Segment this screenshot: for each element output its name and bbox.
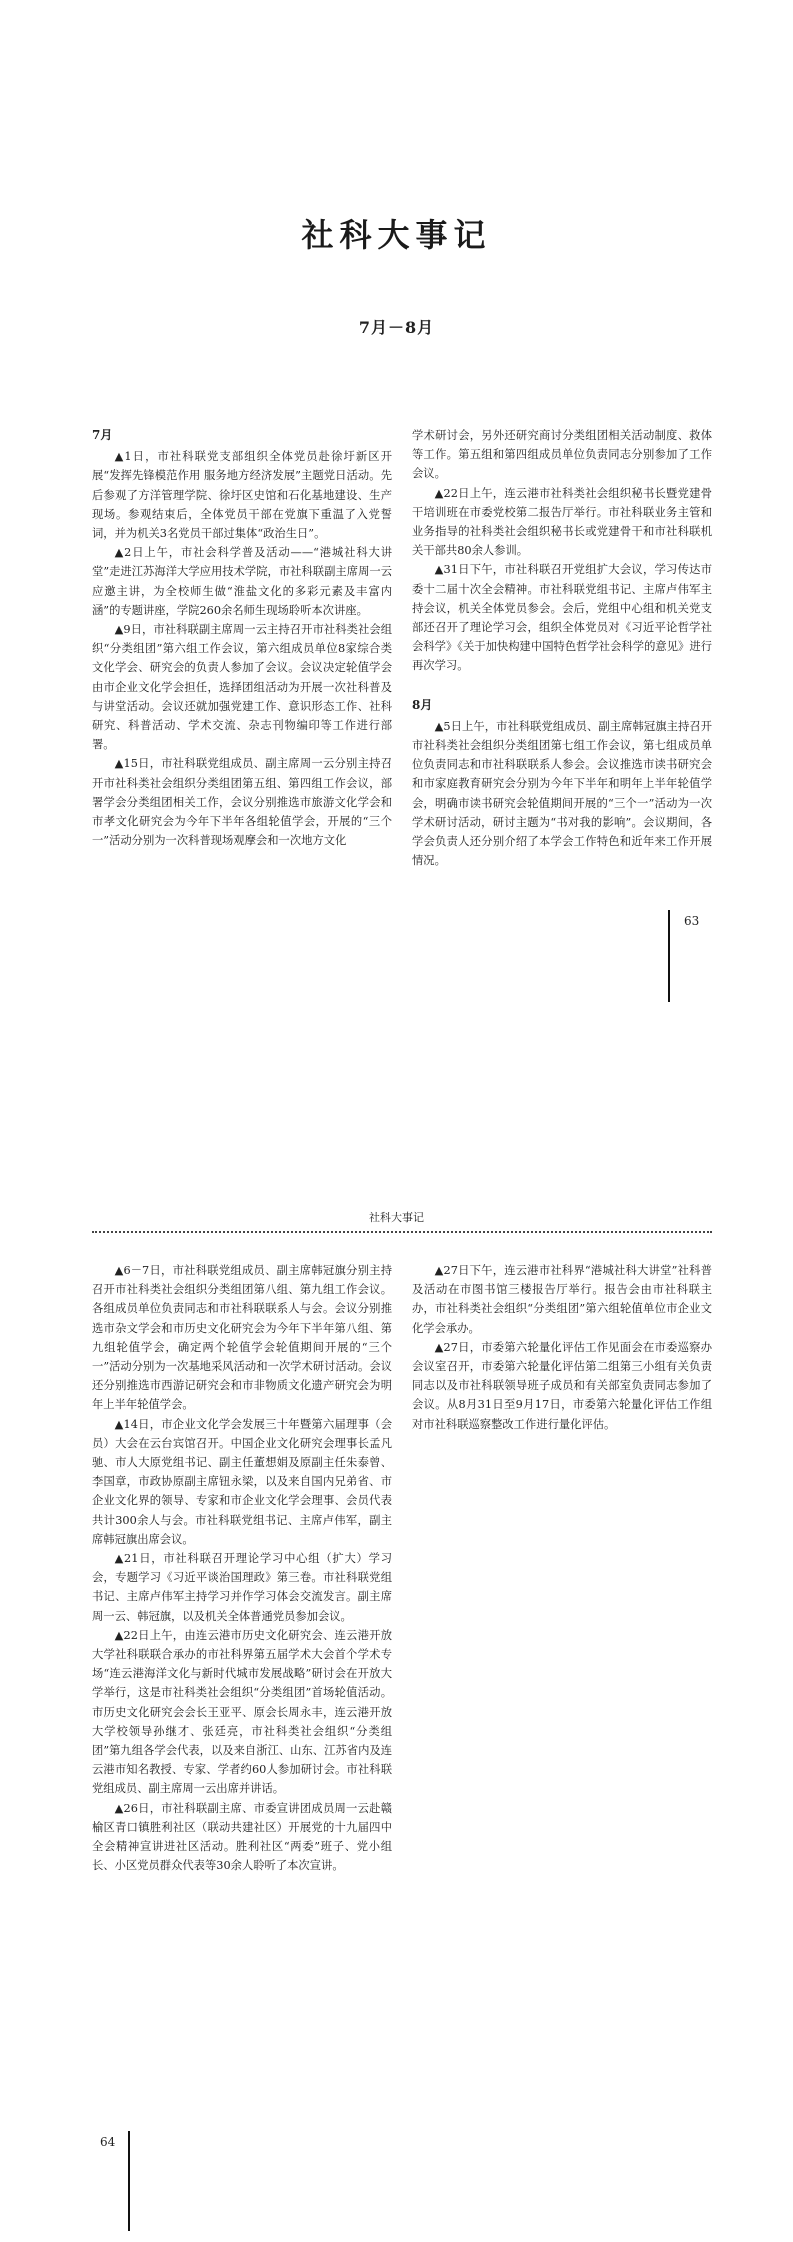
event-paragraph-continued: 学术研讨会，另外还研究商讨分类组团相关活动制度、救体等工作。第五组和第四组成员单位负责同志分别参加了工作会议。 bbox=[412, 429, 712, 481]
header-dotted-rule bbox=[92, 1231, 712, 1233]
event-paragraph: ▲21日，市社科联召开理论学习中心组（扩大）学习会，专题学习《习近平谈治国理政》第三卷。市社科联党组书记、主席卢伟军主持学习并作学习体会交流发言。副主席周一云、韩冠旗，以及机关全体普通党员参加会议。 bbox=[92, 1552, 392, 1623]
left-column bbox=[92, 1261, 392, 1876]
month-heading: 7月 bbox=[92, 428, 113, 442]
event-paragraph: ▲1日，市社科联党支部组织全体党员赴徐圩新区开展“发挥先锋模范作用 服务地方经济发展”主题党日活动。先后参观了方洋管理学院、徐圩区史馆和石化基地建设、生产现场。参观结束后，全体党员干部在党旗下重温了入党誓词，并为机关3名党员干部过集体“政治生日”。 bbox=[92, 450, 392, 541]
event-paragraph: ▲6－7日，市社科联党组成员、副主席韩冠旗分别主持召开市社科类社会组织分类组团第八组、第九组工作会议。各组成员单位负责同志和市社科联联系人与会。会议分别推选市杂文学会和市历史文化研究会为今年下半年第八组、第九组轮值学会，确定两个轮值学会轮值期间开展的“三个一”活动分别为一次基地采风活动和一次学术研讨活动。会议还分别推选市西游记研究会和市非物质文化遗产研究会为明年上半年轮值学会。 bbox=[92, 1264, 392, 1412]
page-subtitle: 7月－8月 bbox=[358, 318, 435, 337]
left-column bbox=[92, 426, 392, 850]
page-rule bbox=[128, 2131, 130, 2231]
event-paragraph: ▲27日下午，连云港市社科界“港城社科大讲堂”社科普及活动在市图书馆三楼报告厅举行。报告会由市社科联主办，市社科类社会组织“分类组团”第六组轮值单位市企业文化学会承办。 bbox=[412, 1264, 712, 1335]
running-header: 社科大事记 bbox=[369, 1211, 424, 1224]
event-paragraph: ▲2日上午，市社会科学普及活动——“港城社科大讲堂”走进江苏海洋大学应用技术学院，市社科联副主席周一云应邀主讲，为全校师生做“淮盐文化的多彩元素及丰富内涵”的专题讲座，学院260余名师生现场聆听本次讲座。 bbox=[92, 546, 392, 617]
page-title: 社科大事记 bbox=[301, 216, 492, 254]
page-number: 63 bbox=[684, 914, 700, 928]
page-64 bbox=[0, 1121, 793, 2242]
event-paragraph: ▲31日下午，市社科联召开党组扩大会议，学习传达市委十二届十次全会精神。市社科联党组书记、主席卢伟军主持会议，机关全体党员参会。会后，党组中心组和机关党支部还召开了理论学习会，组织全体党员对《习近平论哲学社会科学》《关于加快构建中国特色哲学社会科学的意见》进行再次学习。 bbox=[412, 563, 712, 673]
event-paragraph: ▲26日，市社科联副主席、市委宣讲团成员周一云赴赣榆区青口镇胜利社区（联动共建社区）开展党的十九届四中全会精神宣讲进社区活动。胜利社区“两委”班子、党小组长、小区党员群众代表等30余人聆听了本次宣讲。 bbox=[92, 1801, 392, 1873]
event-paragraph: ▲15日，市社科联党组成员、副主席周一云分别主持召开市社科类社会组织分类组团第五组、第四组工作会议，部署学会分类组团相关工作，会议分别推选市旅游文化学会和市孝文化研究会为今年下半年各组轮值学会，开展的“三个一”活动分别为一次科普现场观摩会和一次地方文化 bbox=[92, 757, 392, 848]
event-paragraph: ▲22日上午，连云港市社科类社会组织秘书长暨党建骨干培训班在市委党校第二报告厅举行。市社科联业务主管和业务指导的社科类社会组织秘书长或党建骨干和市社科联机关干部共80余人参训。 bbox=[412, 486, 712, 558]
right-column bbox=[412, 426, 712, 870]
section-gap bbox=[412, 676, 712, 696]
right-column bbox=[412, 1261, 712, 1434]
page-rule bbox=[668, 910, 670, 1002]
event-paragraph: ▲9日，市社科联副主席周一云主持召开市社科类社会组织“分类组团”第六组工作会议，第六组成员单位8家综合类文化学会、研究会的负责人参加了会议。会议决定轮值学会由市企业文化学会担任，选择团组活动为开展一次社科普及与讲堂活动。会议还就加强党建工作、意识形态工作、社科研究、科普活动、学术交流、杂志刊物编印等工作进行部署。 bbox=[92, 623, 392, 752]
event-paragraph: ▲22日上午，由连云港市历史文化研究会、连云港开放大学社科联联合承办的市社科界第五届学术大会首个学术专场“连云港海洋文化与新时代城市发展战略”研讨会在开放大学举行，这是市社科类社会组织“分类组团”首场轮值活动。市历史文化研究会会长王亚平、原会长周永丰，连云港开放大学校领导孙继才、张廷亮，市社科类社会组织“分类组团”第九组各学会代表，以及来自浙江、山东、江苏省内及连云港市知名教授、专家、学者约60人参加研讨会。市社科联党组成员、副主席周一云出席并讲话。 bbox=[92, 1628, 392, 1796]
event-paragraph: ▲27日，市委第六轮量化评估工作见面会在市委巡察办会议室召开，市委第六轮量化评估第二组第三小组有关负责同志以及市社科联领导班子成员和有关部室负责同志参加了会议。从8月31日至9月17日，市委第六轮量化评估工作组对市社科联巡察整改工作进行量化评估。 bbox=[412, 1340, 712, 1431]
month-heading: 8月 bbox=[412, 697, 433, 712]
event-paragraph: ▲14日，市企业文化学会发展三十年暨第六届理事（会员）大会在云台宾馆召开。中国企业文化研究会理事长孟凡驰、市人大原党组书记、副主任董想娟及原副主任朱泰曾、李国章，市政协原副主席钮永梁，以及来自国内兄弟省、市企业文化界的领导、专家和市企业文化学会理事、会员代表共计300余人与会。市社科联党组书记、主席卢伟军，副主席韩冠旗出席会议。 bbox=[92, 1417, 392, 1546]
event-paragraph: ▲5日上午，市社科联党组成员、副主席韩冠旗主持召开市社科类社会组织分类组团第七组工作会议，第七组成员单位负责同志和市社科联联系人参会。会议推选市读书研究会和市家庭教育研究会分别为今年下半年和明年上半年轮值学会，明确市读书研究会轮值期间开展的“三个一”活动为一次学术研讨活动，研讨主题为“书对我的影响”。会议期间，各学会负责人还分别介绍了本学会工作特色和近年来工作开展情况。 bbox=[412, 719, 712, 868]
page-number: 64 bbox=[100, 2135, 116, 2149]
